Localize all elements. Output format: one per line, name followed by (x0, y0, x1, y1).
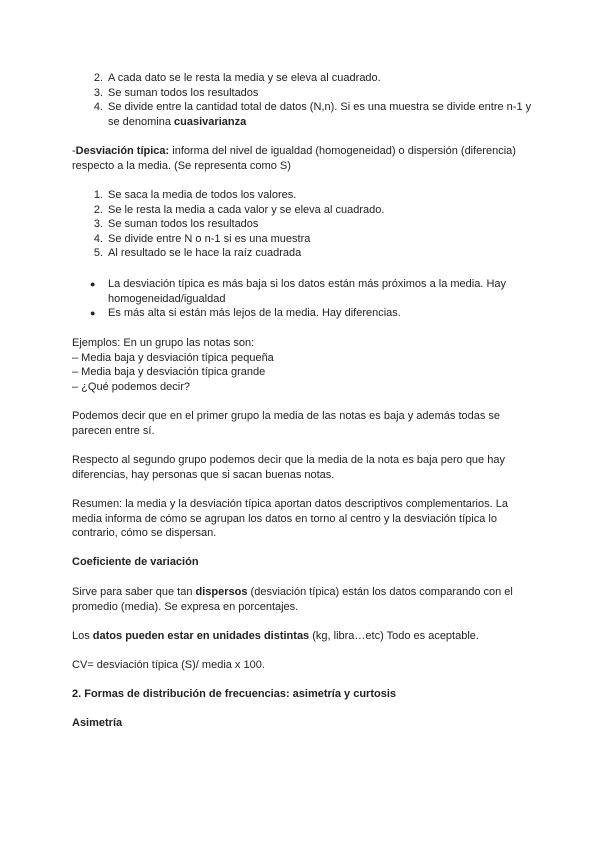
heading-asimetria: Asimetría (72, 717, 123, 729)
bullet-icon: ● (90, 279, 96, 289)
heading-formas-distribucion: 2. Formas de distribución de frecuencias: asimetría y curtosis (72, 688, 397, 700)
cv-formula: CV= desviación típica (S)/ media x 100. (72, 659, 265, 671)
list-item: 3. Se suman todos los resultados (93, 86, 259, 99)
paragraph-primer-grupo: Podemos decir que en el primer grupo la media de las notas es baja y además todas se parecen entre sí. (72, 410, 501, 437)
list-item: 2. Se le resta la media a cada valor y se eleva al cuadrado. (93, 203, 385, 216)
list-item: 4. Se divide entre la cantidad total de datos (N,n). Si es una muestra se divide entre n-1 y se denomina cuasivarianza (93, 101, 532, 128)
list-item: ● Es más alta si están más lejos de la media. Hay diferencias. (90, 307, 401, 319)
list-item: 2. A cada dato se le resta la media y se eleva al cuadrado. (93, 72, 381, 84)
paragraph-unidades: Los datos pueden estar en unidades distintas (kg, libra…etc) Todo es aceptable. (72, 630, 479, 642)
paragraph-segundo-grupo: Respecto al segundo grupo podemos decir que la media de la nota es baja pero que hay diferencias, hay personas que si sacan buenas notas. (72, 454, 505, 481)
bullet-icon: ● (90, 308, 96, 318)
bullet-list (72, 277, 532, 321)
heading-coeficiente: Coeficiente de variación (72, 556, 199, 568)
desviacion-steps-list (72, 188, 532, 261)
list-item: 4. Se divide entre N o n-1 si es una muestra (93, 232, 311, 245)
list-item: 1. Se saca la media de todos los valores. (93, 189, 297, 201)
term-cuasivarianza: cuasivarianza (174, 115, 247, 128)
term-desviacion: Desviación típica: (75, 145, 170, 157)
paragraph-resumen: Resumen: la media y la desviación típica aportan datos descriptivos complementarios. La media informa de cómo se agrupan los datos en torno al centro y la desviación típica lo contrario, cómo se dispersan. (72, 498, 508, 539)
paragraph-coeficiente: Sirve para saber que tan dispersos (desviación típica) están los datos comparando con el promedio (media). Se expresa en porcentajes. (72, 586, 513, 613)
variance-steps-list (72, 71, 532, 129)
list-item: 3. Se suman todos los resultados (93, 218, 259, 230)
list-item: ● La desviación típica es más baja si los datos están más próximos a la media. Hay homogeneidad/igualdad (90, 278, 507, 305)
ejemplos-block: Ejemplos: En un grupo las notas son: – Media baja y desviación típica pequeña – Media baja y desviación típica grande – ¿Qué podemos decir? (72, 337, 274, 393)
list-item: 5. Al resultado se le hace la raíz cuadrada (93, 247, 302, 259)
desviacion-definition: -Desviación típica: informa del nivel de igualdad (homogeneidad) o dispersión (diferencia) respecto a la media. (Se representa como S) (72, 145, 516, 172)
